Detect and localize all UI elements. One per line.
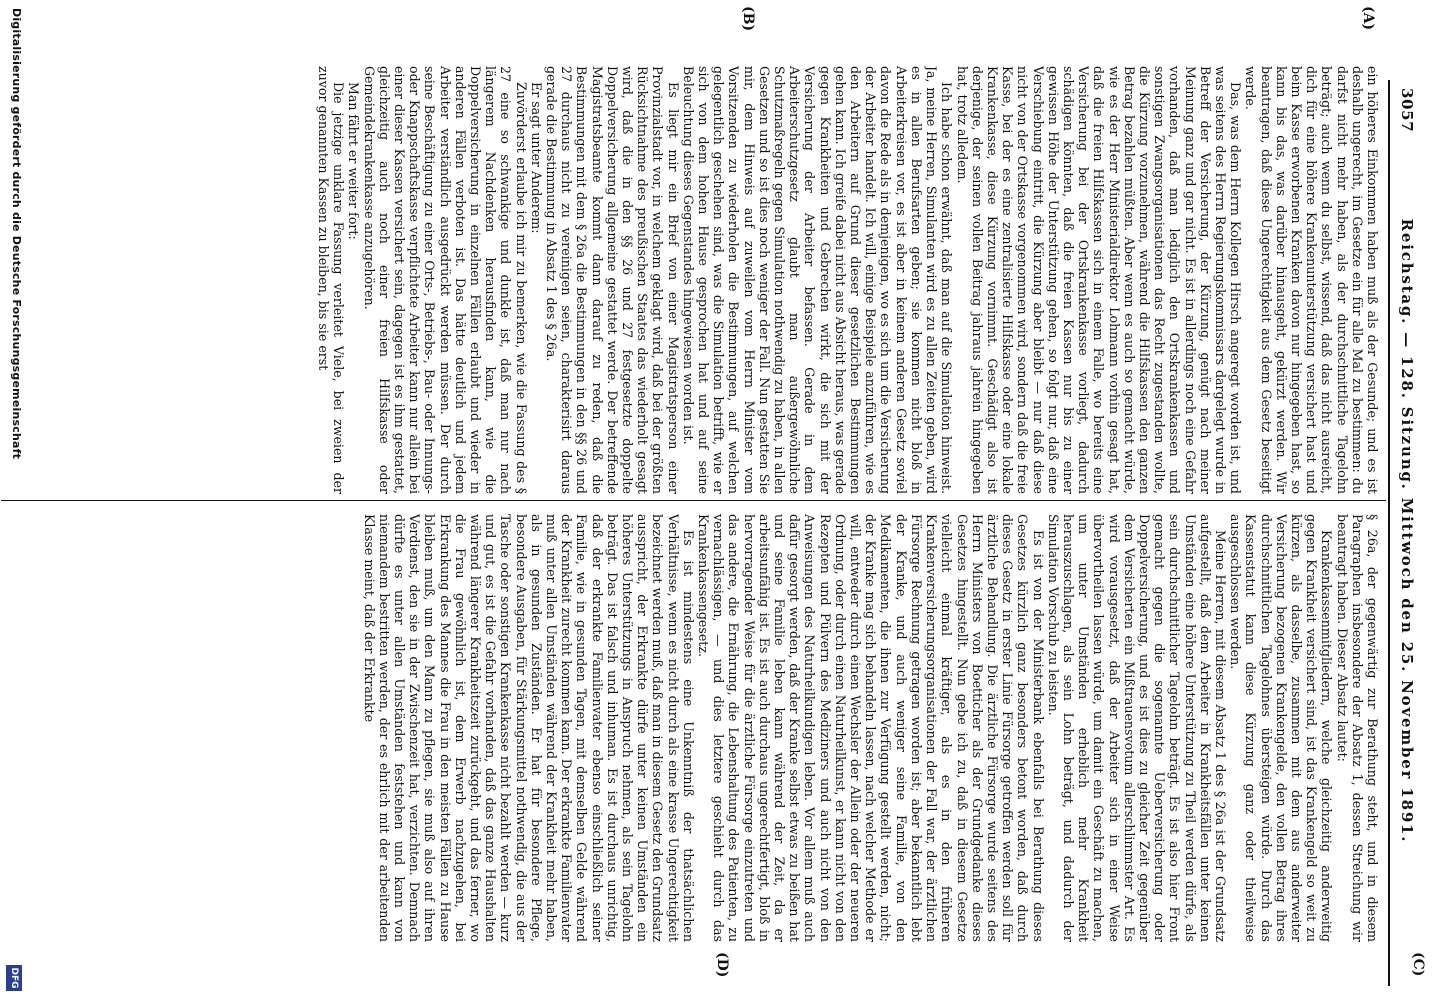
column-left	[50, 66, 1380, 494]
paragraph: Ich habe schon erwähnt, daß man auf die Simulation hinweist. Ja, meine Herren, Simulanten wird es zu allen Zeiten geben, wird es in allen Berufsarten geben; sie kommen nicht bloß in Arbeiterkreisen vor, es ist aber in keinem anderen Gesetz soviel davon die Rede als in demjenigen, wo es sich um die Versicherung der Arbeiter handelt. Ich will, einige Beispiele anzuführen, wie es den Arbeitern auf Grund dieser gesetzlichen Bestimmungen gehen kann. Ich greife dabei nicht aus Absicht heraus, was gerade gegen Krankheiten und Gebrechen wirkt, die sich mit der Versicherung der Arbeiter befassen. Gerade in dem Arbeiterschutzgesetz glaubt man außergewöhnliche Schutzmaßregeln gegen Simulation nothwendig zu haben, in allen Gesetzen und so ist dies noch weniger der Fall. Nun gestatten Sie mir, dem Hinweis auf zuweilen vom Herrn Minister vom Vorsitzenden zu wiederholen die Bestimmungen, auf welchen gelegentlich geschehen sind, was die Simulation betrifft, wie er sich von dem hohen Hause gesprochen hat und auf seine Beleuchtung dieses Gegenstandes hingewiesen worden ist.	[680, 66, 955, 494]
paragraph: § 26a, der gegenwärtig zur Berathung steht, und in diesem Paragraphen insbesondere der Absatz 1, dessen Streichung wir beantragt haben. Dieser Absatz lautet:	[1334, 514, 1380, 942]
quoted-paragraph: Zuvörderst erlaube ich mir zu bemerken, wie die Fassung des § 27 eine so schwankige und dunkle ist, daß man nur nach längerem Nachdenken herausfinden kann, wie die Doppelversicherung in einzelnen Fällen erlaubt und wieder in anderen Fällen verboten ist. Das hätte deutlich und jedem Arbeiter verständlich ausgedrückt werden müssen. Der durch seine Beschäftigung zu einer Orts-, Betriebs-, Bau- oder Innungs- oder Knappschaftskasse verpflichtete Arbeiter kann nur allein bei einer dieser Kassen versichert sein, dagegen ist es ihm gestattet, gleichzeitig auch noch einer freien Hilfskasse oder Gemeindekrankenkasse anzugehören.	[361, 66, 529, 494]
paragraph: Meine Herren, mit diesem Absatz 1 des § 26a ist der Grundsatz aufgestellt, daß dem Arbeiter in Krankheitsfällen unter keinen Umständen eine höhere Unterstützung zu Theil werden dürfe, als sein durchschnittlicher Tagelohn beträgt. Es ist also hier Front gemacht gegen die sogenannte Ueberversicherung oder Doppelversicherung, und es ist dies zu gleicher Zeit gegenüber dem Versicherten ein Mißtrauensvotum allerschlimmster Art. Es wird vorausgesetzt, daß der Arbeiter sich in einer Weise übervortheilen lassen würde, um damit ein Geschäft zu machen, um unter Umständen erheblich mehr Krankheit herauszuschlagen, als sein Lohn beträgt, und dadurch der Simulation Vorschub zu leisten.	[1045, 514, 1228, 942]
paragraph: ein höheres Einkommen haben muß als der Gesunde; und es ist deshalb ungerecht, im Gesetze ein für alle Mal zu bestimmen: du darfst nicht mehr haben, als der durchschnittliche Tagelohn beträgt; auch wenn du selbst, wissend, daß das nicht ausreicht, dich für eine höhere Krankenunterstützung versichert hast und beim Kasse erworbenen Kranken davon nur hingegeben hast, so kann bis das, was darüber hinausgeht, gekürzt werden. Wir beantragen, daß diese Ungerechtigkeit aus dem Gesetz beseitigt werde.	[1243, 66, 1380, 494]
paragraph: Er sagt unter Anderem:	[528, 82, 544, 234]
margin-marker-a: (A)	[1360, 6, 1376, 31]
paragraph: Es ist von der Ministerbank ebenfalls bei Berathung dieses Gesetzes kürzlich ganz besonders betont worden, daß durch dieses Gesetz in erster Linie Fürsorge getroffen werden soll für ärztliche Behandlung. Die ärztliche Fürsorge wurde seitens des Herrn Ministers von Boetticher als der Grundgedanke dieses Gesetzes hingestellt. Nun gebe ich zu, daß in diesem Gesetze vielleicht einmal kräftiger, als es in den früheren Krankenversicherungsorganisationen der Fall war, der ärztlichen Fürsorge Rechnung getragen worden ist; aber bekanntlich lebt der Kranke, und auch weniger seine Familie, von den Medikamenten, die ihnen zur Verfügung gestellt werden, nicht; der Kranke mag sich behandeln lassen, nach welcher Methode er will, entweder durch einen Wechsler der Allein oder der neueren Ordnung, oder durch einen Naturheilkunst, er kann nicht von den Rezepten und Pülvern des Mediziners und auch nicht von den Anweisungen des Naturheilkundigen leben. Vor allem muß auch dafür gesorgt werden, daß der Kranke selbst etwas zu beißen hat und seine Familie leben kann während der Zeit, da er arbeitsunfähig ist. Es ist auch durchaus ungerechtfertigt, bloß in hervorragender Weise für die ärztliche Fürsorge einzutreten und das andere, die Ernährung, die Lebenshaltung des Patienten, zu vernachlässigen, — und dies letztere geschieht durch das Krankenkassengesetz.	[696, 514, 1046, 942]
quoted-paragraph: Krankenkassenmitgliedern, welche gleichzeitig anderweitig gegen Krankheit versichert sind, ist das Krankengeld so weit zu kürzen, als dasselbe, zusammen mit dem aus anderweiter Versicherung bezogenen Krankengelde, den vollen Betrag ihres durchschnittlichen Tagelohnes übersteigen würde. Durch das Kassenstatut kann diese Kürzung ganz oder theilweise ausgeschlossen werden.	[1228, 514, 1335, 942]
quoted-paragraph: Die jetzige unklare Fassung verleitet Viele, bei zweien der zuvor genannten Kassen zu bleiben, bis sie erst	[315, 66, 347, 494]
paragraph: Das, was dem Herrn Kollegen Hirsch angeregt worden ist, und was seitens des Herrn Regierungskommissars dargelegt wurde in Betreff der Versicherung, der Kürzung, genügt nach meiner Meinung ganz und gar nicht. Es ist in allerdings noch eine Gefahr vorhanden, daß man lediglich den Ortskrankenkassen und sonstigen Zwangsorganisationen das Recht zugestanden wollte, die Kürzung vorzunehmen, während die Hilfskassen den ganzen Betrag bezahlen müßten. Aber wenn es auch so gemacht würde, wie es der Herr Ministerialdirektor Lohmann vorhin gesagt hat, daß die freien Hilfskassen sich in einem Falle, wo bereits eine Versicherung bei der Ortskrankenkasse vorliegt, dadurch schädigen könnten, daß die freien Kassen nur bis zu einer gewissen Höhe der Unterstützung gehen, so folgt nur, daß eine Verschiebung eintritt, die Kürzung aber bleibt — nur daß diese nicht von der Ortskasse vorgenommen wird, sondern daß die freie Kasse, bei der es eine zentralisierte Hilfskasse oder eine lokale Krankenkasse, diese Kürzung vornimmt. Geschädigt also ist derjenige, der seinen vollen Beitrag jahraus jahrein hingegeben hat, trotz alledem.	[954, 66, 1244, 494]
running-head	[1392, 88, 1416, 974]
header-rule	[1388, 80, 1390, 986]
session-line: Reichstag. — 128. Sitzung. Mittwoch den 25. November 1891.	[1398, 218, 1416, 844]
paragraph: Es ist mindestens eine Unkenntniß der thatsächlichen Verhältnisse, wenn es nicht durch als eine krasse Ungerechtigkeit bezeichnet werden muß, daß man in diesem Gesetz den Grundsatz ausspricht, der Erkrankte dürfe unter keinen Umständen ein höheres Unterstützungs in Anspruch nehmen, als sein Tagelohn beträgt. Das ist falsch und inhuman. Es ist durchaus unrichtig, daß der erkrankte Familienvater ebenso einschließlich seiner Familie, wie in gesunden Tagen, mit demselben Gelde während der Krankheit zurecht kommen kann. Der erkrankte Familienvater muß unter allen Umständen während der Krankheit mehr haben, als in gesunden Zuständen. Er hat für besondere Pflege, besondere Ausgaben, für Stärkungsmittel nothwendig, die aus der Tasche oder sonstigen Krankenkasse nicht bezahlt werden — kurz und gut, es ist die Gefahr vorhanden, daß das ganze Haushalten während längerer Krankheitszeit zurückgeht, und das ferner, wo die Frau gewöhnlich ist, dem Erwerb nachzugehen, bei Erkrankung des Mannes die Frau in den meisten Fällen zu Hause bleiben muß, um den Mann zu pflegen, sie muß also auf ihren Verdienst, den sie in der Zwischenzeit hat, verzichten. Demnach dürfte es unter allen Umständen feststehen und kann von niemandem bestritten werden, der es ehrlich mit der arbeitenden Klasse meint, daß der Erkrankte	[361, 514, 696, 942]
column-rule	[1, 500, 1386, 501]
digitization-note: Digitalisierung gefördert durch die Deutsche Forschungsgemeinschaft	[10, 8, 23, 460]
column-right	[0, 514, 1380, 942]
paragraph: Es liegt mir ein Brief von einer Magistratsperson einer Provinzialstadt vor, in welchem geklagt wird, daß bei der größten Rücksichtnahme des preußischen Staates das wiederholt gesagt wird, daß die in den §§ 26 und 27 festgesetzte doppelte Doppelversicherung allgemeine gestattet werde. Der betreffende Magistratsbeamte kommt dann darauf zu reden, daß die Bestimmungen mit dem § 26a die Bestimmungen in den §§ 26 und 27 durchaus nicht zu vereinigen seien, charakterisirt daraus gerade die Bestimmung in Absatz 1 des § 26a.	[544, 66, 681, 494]
page-number: 3057	[1398, 88, 1416, 133]
margin-marker-b: (B)	[740, 6, 756, 32]
dfg-logo: DFG	[6, 965, 22, 991]
margin-marker-d: (D)	[714, 952, 730, 978]
margin-marker-c: (C)	[1410, 952, 1426, 977]
paragraph: Man fährt er weiter fort:	[346, 82, 362, 240]
